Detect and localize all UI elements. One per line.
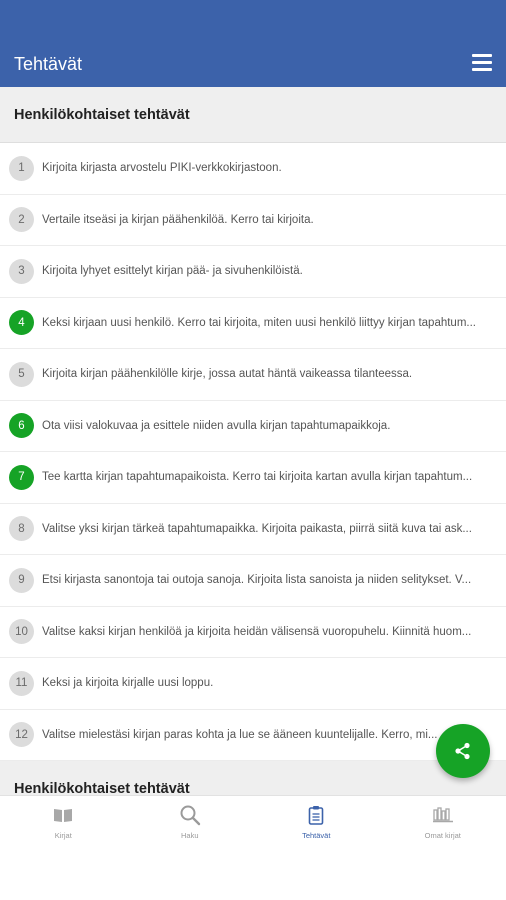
hamburger-menu-icon[interactable] xyxy=(472,54,492,72)
task-text: Valitse yksi kirjan tärkeä tapahtumapaikka. Kirjoita paikasta, piirrä siitä kuva tai ask... xyxy=(42,522,472,535)
page-title: Tehtävät xyxy=(14,54,83,74)
task-text: Tee kartta kirjan tapahtumapaikoista. Kerro tai kirjoita kartan avulla kirjan tapahtum... xyxy=(42,471,473,484)
task-row[interactable] xyxy=(0,195,506,247)
task-number-badge: 6 xyxy=(9,413,34,438)
task-number-badge: 9 xyxy=(9,568,34,593)
share-button[interactable] xyxy=(436,724,490,778)
task-text: Valitse mielestäsi kirjan paras kohta ja lue se ääneen kuuntelijalle. Kerro, mi... xyxy=(42,728,438,741)
bottom-navigation xyxy=(0,795,506,900)
task-number-badge: 10 xyxy=(9,619,34,644)
task-row[interactable] xyxy=(0,607,506,659)
clipboard-icon xyxy=(304,804,328,826)
nav-item-tehtavat[interactable] xyxy=(253,796,380,900)
task-number-badge: 4 xyxy=(9,310,34,335)
task-list xyxy=(0,143,506,761)
task-list-content[interactable] xyxy=(0,87,506,795)
nav-item-omat-kirjat[interactable] xyxy=(380,796,506,900)
task-text: Keksi kirjaan uusi henkilö. Kerro tai kirjoita, miten uusi henkilö liittyy kirjan tapahtum... xyxy=(42,316,476,329)
task-row[interactable] xyxy=(0,349,506,401)
task-row[interactable] xyxy=(0,658,506,710)
nav-label: Omat kirjat xyxy=(424,831,461,840)
task-row[interactable] xyxy=(0,298,506,350)
task-text: Kirjoita kirjan päähenkilölle kirje, jossa autat häntä vaikeassa tilanteessa. xyxy=(42,368,413,381)
section-header: Henkilökohtaiset tehtävät xyxy=(0,761,506,795)
nav-item-kirjat[interactable] xyxy=(0,796,127,900)
task-number-badge: 2 xyxy=(9,207,34,232)
section-header: Henkilökohtaiset tehtävät xyxy=(0,87,506,143)
task-text: Ota viisi valokuvaa ja esittele niiden avulla kirjan tapahtumapaikkoja. xyxy=(42,419,391,432)
task-row[interactable] xyxy=(0,143,506,195)
share-icon xyxy=(453,741,473,761)
nav-label: Kirjat xyxy=(54,831,72,840)
nav-label: Tehtävät xyxy=(302,831,331,840)
task-text: Kirjoita lyhyet esittelyt kirjan pää- ja sivuhenkilöistä. xyxy=(42,265,303,278)
task-row[interactable] xyxy=(0,555,506,607)
nav-label: Haku xyxy=(180,831,199,840)
task-number-badge: 8 xyxy=(9,516,34,541)
task-text: Valitse kaksi kirjan henkilöä ja kirjoita heidän välisensä vuoropuhelu. Kiinnitä huom... xyxy=(42,625,472,638)
task-number-badge: 5 xyxy=(9,362,34,387)
book-icon xyxy=(51,804,75,826)
task-row[interactable] xyxy=(0,452,506,504)
task-row[interactable] xyxy=(0,504,506,556)
task-row[interactable] xyxy=(0,710,506,762)
app-bar xyxy=(0,0,506,87)
task-text: Kirjoita kirjasta arvostelu PIKI-verkkokirjastoon. xyxy=(42,162,282,175)
nav-item-haku[interactable] xyxy=(127,796,254,900)
task-text: Keksi ja kirjoita kirjalle uusi loppu. xyxy=(42,677,214,690)
task-row[interactable] xyxy=(0,401,506,453)
task-text: Etsi kirjasta sanontoja tai outoja sanoja. Kirjoita lista sanoista ja niiden selitykset. V... xyxy=(42,574,472,587)
task-number-badge: 11 xyxy=(9,671,34,696)
task-number-badge: 3 xyxy=(9,259,34,284)
task-number-badge: 12 xyxy=(9,722,34,747)
task-text: Vertaile itseäsi ja kirjan päähenkilöä. Kerro tai kirjoita. xyxy=(42,213,314,226)
task-number-badge: 1 xyxy=(9,156,34,181)
bookshelf-icon xyxy=(431,804,455,826)
task-row[interactable] xyxy=(0,246,506,298)
task-number-badge: 7 xyxy=(9,465,34,490)
search-icon xyxy=(178,804,202,826)
